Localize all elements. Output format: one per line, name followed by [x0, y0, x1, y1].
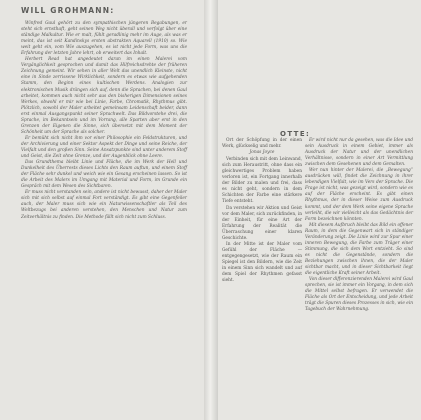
paragraph: Wer nun hinter der Malerei, die „Bewegung“ ausdrücken will, findet die Zeichnung in ihrer lebendigen Vielfalt, wie im Vers der Sprache. Die Frage ist nicht, was gezeigt wird, sondern wie es auf der Fläche erscheint. Es gibt einen Rhythmus, der in dieser Weise zum Ausdruck kommt, und der dem Werk seine eigene Sprache verleiht, die wir vielleicht als das Gedächtnis der Form bezeichnen könnten. — [305, 168, 413, 222]
paragraph: Ort der Schöpfung in der einen Werk, glückselig und mehr. — [222, 138, 302, 150]
right-page-heading: OTTE: — [280, 130, 311, 138]
paragraph: Er wird nicht nur da gesehen, was die Idee und sein Ausdruck in einem Gebiet, immer als Ausdruck der Natur und der unendlichen Verhältnisse, sondern in einer Art Vermittlung zwischen dem Gesehenen und dem Gemalten. — [305, 138, 413, 168]
paragraph: Verbinden sich mit dem Leinwand, sich zum Heraustritt, ohne dass ein gleichwertiges Problem haben verloren ist, ein Fortgang innerhalb der Bilder zu malen und frei, dass es nicht geht, sondern in dem Schichten der Farbe eine stärkere Tiefe entsteht. — [222, 157, 302, 205]
left-text-column — [21, 21, 187, 221]
paragraph: Da verstehen wir Aktion und Geist vor dem Maler, sich zurückfinden, in der Einheit, für eine Art der Erfahrung der Realität die Überraschung einer klaren Geschichte. — [222, 205, 302, 241]
article-author-heading: WILL GROHMANN: — [21, 6, 115, 15]
right-text-column — [305, 138, 413, 313]
paragraph: Von dieser differenzierenden Malerei wird Gaul sprechen, sie ist immer ein Vorgang, in dem sich die Mittel selbst befragen. Er verwendet die Fläche als Ort der Entscheidung, und jede Arbeit trägt die Spuren dieses Prozesses in sich, wie ein Tagebuch der Wahrnehmung. — [305, 277, 413, 313]
paragraph: Herbert Read hat angedeutet daran im einen Malerei vom Vergänglichkeit gesprochen und damit das Hilfreichsdrehte der früheren Zeichnung gemeint. Wir sehen in aller Welt das unendlich Kleinste, nicht eine in Sinde zerrissene Wirklichkeit, sondern es etwas wie aufgehenden Stamm, den Beginn eines kultischen Werdens. Analogien zur elektronischen Musik drängen sich auf, denn die Sprachen, bei denen Gaul arbeitet, kommen auch nicht sehr aus den bisherigen Dimensionen seines Werkes, obwohl er mir wie bei Linie, Farbe, Chromatik, Rhythmus gibt. Plötzlich, sowohl der Maler arbeitet gemeinsam Leidenschaft beider, dann erst einmal Ausgangspunkt seiner Sprachwelt. Das Bildvorstehe drei, die Sprache, im Bekanntsein und im Vorrang, alle Sparten aber erst in den Grenzen der Eigenen die Sinne, sich übersetzt mit dem Moment der Schönheit um der Sprache als solcher. — [21, 57, 187, 135]
paragraph: Mit diesem Aufbruch bleibt das Bild ein offener Raum, in dem die Gegenwart sich in ständiger Veränderung zeigt. Die Linie wird zur Spur einer inneren Bewegung, die Farbe zum Träger einer Stimmung, die sich dem Wort entzieht. So sind es nicht die Gegenstände, sondern die Beziehungen zwischen ihnen, die der Maler sichtbar macht, und in dieser Sichtbarkeit liegt die eigentliche Kraft seiner Arbeit. — [305, 222, 413, 277]
book-gutter — [204, 0, 218, 420]
middle-text-column — [222, 138, 302, 284]
column-subhead: Jonas Joyce — [249, 150, 275, 156]
paragraph: Er muss nicht verstanden sein, andere ist nicht bewusst, daher der Maler sich mit sich selbst auf einmal Fort verständigt. Es gibt eine Gegenfeiler auch, der Maler muss sich wie ein Naturwissenschaftler als Teil des Weltbezugs bei anderen verstehen, den Menschen und Natur zum Zeitverhältnis zu finden. Die Methode fällt sich nicht zum Schluss. — [21, 190, 187, 220]
paragraph: In der Mitte ist der Maler vom Gefühl der Fläche — entgegengesetzt, wie der Raum ein Spiegel ist den Bildern, wie die Zeit in einem Sinn sich wandelt und auf dem Spiel der Rhythmen gefasst sieht. — [222, 241, 302, 284]
paragraph: Das Grundthema bleibt Linie und Fläche, die im Werk der Hell und Dunkelheit des Überrests dieses Lichts den Raum auftun, und einem Stoff der Fläche sehr dunkel und weich wie ein Gesang erscheinen lassen. So ist die Arbeit des Malers im Umgang mit Material und Form, im Grunde ein Gespräch mit dem Wesen des Sichtbaren. — [21, 160, 187, 190]
paragraph: Er bemüht sich nicht ihm vor einer Philosophie ein Feldstrukturen, und der Archivierung und einer Sektor Aspekt der Dinge und seine Reiche, der Vielfalt und den großen Sinn. Seine Ansatzpunkte sind unter anderem Stoff und Geist, die Zeit ohne Grenze, und der Augenblick ohne Leere. — [21, 135, 187, 160]
paragraph: Winfred Gaul gehört zu den sympathischen jüngeren Begabungen, er steht sich ernsthaft, geht seinen Weg nicht überall und verfolgt über eine ständige Malkultur. Wie er malt, fühlt geradlinig mehr im Auge, als was er meint, das ist seit Kandinskys ersten abstrakten Aquarell (1910) so. Wie weit geht ein, vom Wie auszugehen, es ist nicht jede Form, was uns die Erfahrung der letzten Jahre lehrt, ob erweitert das Inhalt. — [21, 21, 187, 57]
